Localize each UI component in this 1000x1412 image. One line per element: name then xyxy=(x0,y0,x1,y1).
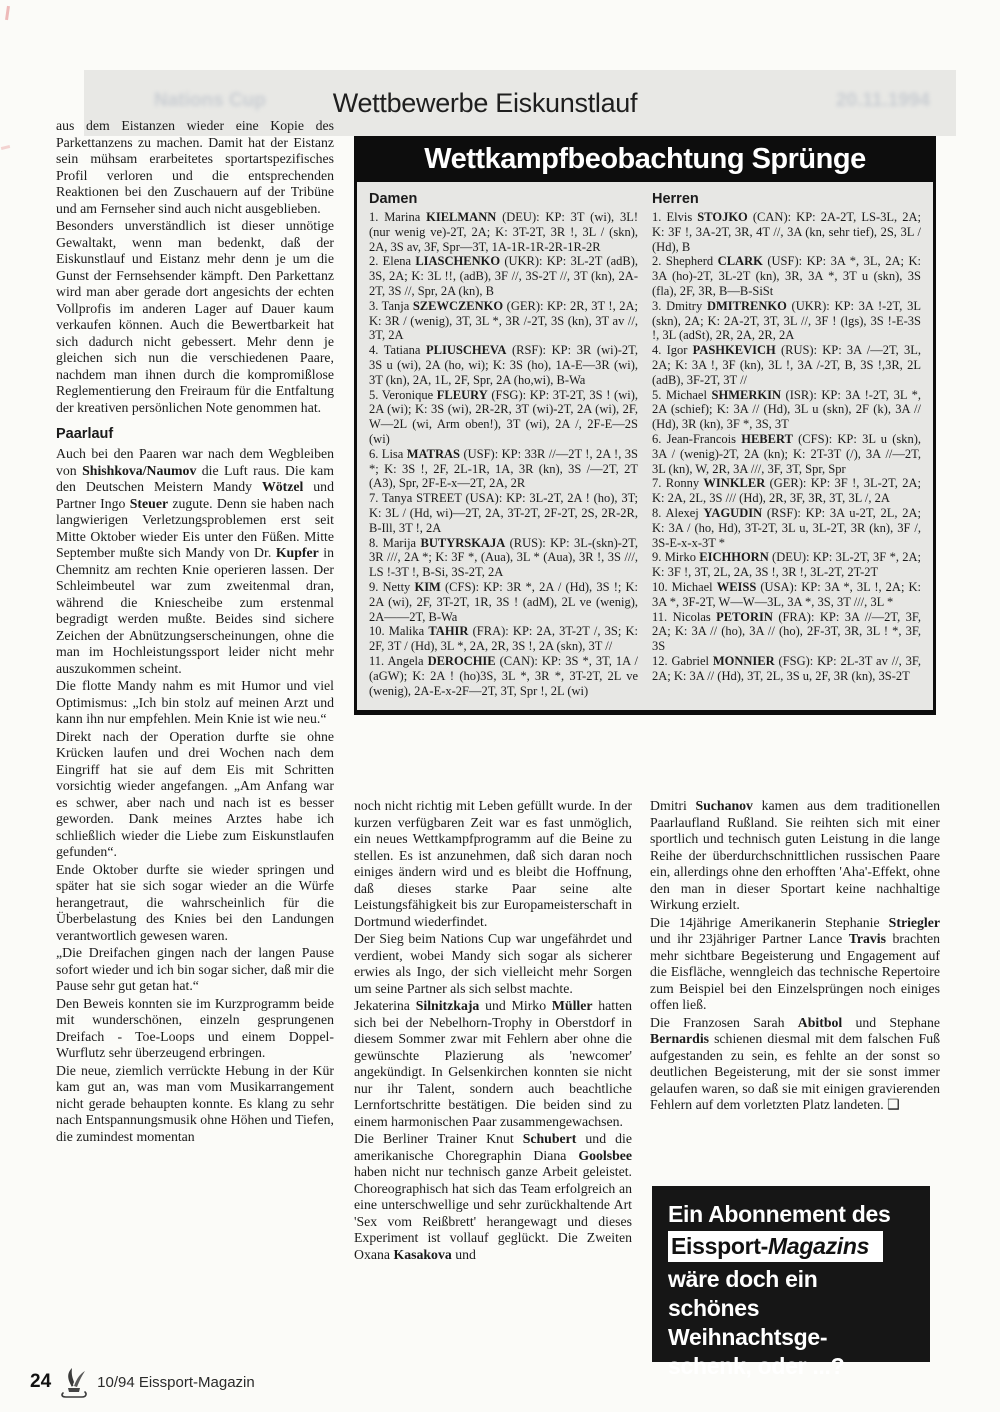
skater-entry: 2. Elena LIASCHENKO (UKR): KP: 3L-2T (adB), 3S, 2A; K: 3L !!, (adB), 3F //, 3S-2T //, 3T (kn), 2A-2T, 3S //, Spr, 2A (kn), B xyxy=(369,254,638,298)
herren-list xyxy=(652,210,921,684)
ad-line: wäre doch ein xyxy=(668,1266,818,1292)
skater-entry: 8. Marija BUTYRSKAJA (RUS): KP: 3L-(skn)-2T, 3R ///, 2A *; K: 3F *, (Aua), 3L * (Aua), 3R !, 3S ///, LS !-3T !, B-Si, 3S-2T, 2A xyxy=(369,535,638,580)
article-paragraph: Die flotte Mandy nahm es mit Humor und viel Optimismus: „Ich bin stolz auf meinen Arzt und kann ihn nur empfehlen. Mein Knie ist wie neu.“ xyxy=(56,678,334,726)
box-content xyxy=(354,182,936,715)
skater-entry: 5. Veronique FLEURY (FSG): KP: 3T-2T, 3S ! (wi), 2A (wi); K: 3S (wi), 2R-2R, 3T (wi)-2T, 2A (wi), 2F, W—2L (wi, Arm oben!), 3T (wi), 2A /, 2F-E—2S (wi) xyxy=(369,387,638,446)
herren-column xyxy=(652,189,921,698)
article-paragraph: Die Franzosen Sarah Abitbol und Stephane Bernardis schienen diesmal mit dem falschen Fuß aufgestanden zu sein, es fehlte an der sonst so deutlichen Begeisterung, mit der sie sonst immer gelaufen waren, so daß sie mit einigen gravierenden Fehlern auf dem vorletzten Platz landeten. ❑ xyxy=(650,1014,940,1112)
article-paragraph: Direkt nach der Operation durfte sie ohne Krücken laufen und drei Wochen nach dem Eingriff hat sie auf dem Eis mit Schritten vorsichtig wieder angefangen. „Am Anfang war es schwer, aber nach und nach ist es besser geworden. Dank meines Arztes habe ich schließlich wieder die Liebe zum Eiskunstlaufen gefunden“. xyxy=(56,728,334,859)
skater-entry: 4. Igor PASHKEVICH (RUS): KP: 3A /—2T, 3L, 2A; K: 3A !, 3F (kn), 3L !, 3A /-2T, B, 3S !,3R, 2L (adB), 3F-2T, 3T // xyxy=(652,343,921,387)
article-paragraph: Ende Oktober durfte sie wieder springen und später hat sie sich sogar wieder an die Würfe herangetraut, die wahrscheinlich für die Überbelastung des Knies bei den Landungen verantwortlich gewesen waren. xyxy=(56,861,334,943)
article-column-left xyxy=(56,118,334,1145)
damen-column xyxy=(369,189,638,698)
article-paragraph: Die 14jährige Amerikanerin Stephanie Striegler und ihr 23jähriger Partner Lance Travis brachten mehr sichtbare Begeisterung und Engagement auf die Eisfläche, wenngleich das technische Repertoire zum Beispiel bei den Einzelsprüngen noch einiges offen ließ. xyxy=(650,914,940,1012)
damen-list xyxy=(369,210,638,698)
subscription-ad xyxy=(652,1186,930,1379)
skater-entry: 7. Ronny WINKLER (GER): KP: 3F !, 3L-2T, 2A; K: 2A, 2L, 3S /// (Hd), 2R, 3F, 3R, 3T, 3L /, 2A xyxy=(652,476,921,506)
skater-entry: 5. Michael SHMERKIN (ISR): KP: 3A !-2T, 3L *, 2A (schief); K: 3A // (Hd), 3L u (skn), 2F (k), 3A // (Hd), 3R (kn), 3F *, 3S, 3T xyxy=(652,387,921,432)
skater-entry: 10. Michael WEISS (USA): KP: 3A *, 3L !, 2A; K: 3A *, 3F-2T, W—W—3L, 3A *, 3S, 3T ///, 3L * xyxy=(652,579,921,609)
article-paragraph: noch nicht richtig mit Leben gefüllt wurde. In der kurzen verfügbaren Zeit war es fast unmöglich, ein neues Wettkampfprogramm auf die Beine zu stellen. Es ist anzunehmen, daß sich daran noch einiges ändern wird und es bleibt die Hoffnung, daß dieses starke Paar seine alte Leistungsfähigkeit bis zur Europameisterschaft in Dortmund wiederfindet. xyxy=(354,798,632,929)
eissport-logo-icon xyxy=(59,1366,89,1398)
article-paragraph: Der Sieg beim Nations Cup war ungefährdet und verdient, wobei Mandy sich sogar als sicherer erwies als Ingo, der sich vielleicht mehr Sorgen um seine Partner als sich selbst machte. xyxy=(354,931,632,996)
skater-entry: 6. Lisa MATRAS (USF): KP: 33R //—2T !, 2A !, 3S *; K: 3S !, 2F, 2L-1R, 1A, 3R (kn), 3S /—2T, 2T (A3), Spr, 2F-E-x—2T, 2A, 2R xyxy=(369,446,638,491)
article-paragraph: Jekaterina Silnitzkaja und Mirko Müller hatten sich bei der Nebelhorn-Trophy in Oberstdorf in diesem Sommer zwar mit Fehlern aber ohne die gewünschte Plazierung als 'newcomer' angekündigt. In Gelsenkirchen konnten sie nicht nur ihr Talent, sondern auch beachtliche Lernfortschritte bestätigen. Die beiden sind zu einem harmonischen Paar zusammengewachsen. xyxy=(354,998,632,1129)
skater-entry: 4. Tatiana PLIUSCHEVA (RSF): KP: 3R (wi)-2T, 3S u (wi), 2A (ho, wi); K: 3S (ho), 1A-E—3R (wi), 3T (kn), 2A, 1L, 2F, Spr, 2A (ho,wi), B-Wa xyxy=(369,343,638,387)
section-title: Wettbewerbe Eiskunstlauf xyxy=(332,87,638,118)
damen-header: Damen xyxy=(369,191,418,207)
article-paragraph: Besonders unverständlich ist dieser unnötige Gewaltakt, wenn man bedenkt, daß der Eiskunstlauf und Eistanz mehr denn je um die Gunst der Fernsehsender kämpft. Den Parkettanz wird man aber gerade dort angesichts der echten Vollprofis im anderen Lager auf Dauer kaum verkaufen können. Auch die Bewertbarkeit hat sich dadurch nicht gebessert. Mehr denn je gleichen sich nun die verschiedenen Paare, nachdem man ihnen durch die kompromißlose Reglementierung den Freiraum für die Entfaltung der kreativen persönlichen Note genommen hat. xyxy=(56,218,334,415)
article-paragraph: Dmitri Suchanov kamen aus dem traditionellen Paarlaufland Rußland. Sie reihten sich mit einer sportlich und technisch guten Leistung in die lange Reihe der überdurchschnittlichen russischen Paare ein, allerdings ohne den erhofften 'Aha'-Effekt, ohne den man in dieser Sportart keine nachhaltige Wirkung erzielt. xyxy=(650,798,940,912)
herren-header: Herren xyxy=(652,191,699,207)
ad-line: schenk, oder ...? xyxy=(668,1353,845,1379)
ad-line: schönes xyxy=(668,1295,760,1321)
article-paragraph: „Die Dreifachen gingen nach der langen Pause sofort wieder und ich bin sogar sicher, daß mir die Pause sehr gut getan hat.“ xyxy=(56,945,334,993)
article-paragraph: Auch bei den Paaren war nach dem Wegbleiben von Shishkova/Naumov die Luft raus. Die kam den Deutschen Meistern Mandy Wötzel und Partner Ingo Steuer zugute. Denn sie haben nach langwierigen Verletzungsproblemen erst seit Mitte Oktober wieder Eis unter den Füßen. Mitte September mußte sich Mandy von Dr. Kupfer in Chemnitz am rechten Knie operieren lassen. Der Schleimbeutel war zum zweitenmal dran, während die Kniescheibe zum erstenmal begradigt werden mußte. Beides sind sichere Zeichen der Abnützungserscheinungen, ohne die man im Hochleistungssport leider nicht mehr auszukommen scheint. xyxy=(56,446,335,676)
skater-entry: 8. Alexej YAGUDIN (RSF): KP: 3A u-2T, 2L, 2A; K: 3A / (ho, Hd), 3T-2T, 3L u, 3L-2T, 3R (kn), 3F /, 3S-E-x-x-3T * xyxy=(652,505,921,550)
print-mark xyxy=(1,145,10,150)
skater-entry: 3. Dmitry DMITRENKO (UKR): KP: 3A !-2T, 3L (skn), 2A; K: 2A-2T, 3T, 3L //, 3F ! (lgs), 3S !-E-3S !, 3L (adSt), 2R, 2A, 2R, 2A xyxy=(652,298,922,343)
skater-entry: 2. Shepherd CLARK (USF): KP: 3A *, 3L, 2A; K: 3A (ho)-2T, 3L-2T (kn), 3R, 3A *, 3T u (skn), 3S (fla), 2F, 3R, B—B-SiSt xyxy=(652,254,921,298)
skater-entry: 11. Angela DEROCHIE (CAN): KP: 3S *, 3T, 1A / (aGW); K: 2A ! (ho)3S, 3L *, 3R *, 3T-2T, 2L ve (wenig), 2A-E-x-2F—2T, 3T, Spr !, 2L (wi) xyxy=(369,653,638,698)
skater-entry: 6. Jean-Francois HEBERT (CFS): KP: 3L u (skn), 3A / (wenig)-2T, 2A (kn); K: 2T-3T (/), 3A //—2T, 3L (kn), W, 2R, 3A ///, 3F, 3T, Spr, Spr xyxy=(652,431,922,476)
skater-entry: 12. Gabriel MONNIER (FSG): KP: 2L-3T av //, 3F, 2A; K: 3A // (Hd), 3T, 2L, 3S u, 2F, 3R (kn), 3S-2T xyxy=(652,653,921,683)
box-title: Wettkampfbeobachtung Sprünge xyxy=(354,136,936,182)
article-paragraph: aus dem Eistanzen wieder eine Kopie des Parkettanzens zu machen. Damit hat der Eistanz sein mühsam erarbeitetes sportartspezifisches Profil verloren und die entsprechenden Reaktionen bei den Zuschauern auf der Tribüne und am Fernseher sind auch nicht ausgeblieben. xyxy=(56,118,334,216)
ghost-text-left: Nations Cup xyxy=(154,90,266,111)
skater-entry: 9. Mirko EICHHORN (DEU): KP: 3L-2T, 3F *, 2A; K: 3F !, 3T, 2L, 2A, 3S !, 3R !, 3L-2T, 2T-2T xyxy=(652,550,922,580)
skater-entry: 7. Tanya STREET (USA): KP: 3L-2T, 2A ! (ho), 3T; K: 3L / (Hd, wi)—2T, 2A, 3T-2T, 2F-2T, 2S, 2R-2R, B-Ill, 3T !, 2A xyxy=(369,491,638,535)
page-number: 24 xyxy=(30,1371,52,1392)
article-column-middle xyxy=(354,798,632,1263)
ad-line: Ein Abonnement des xyxy=(668,1201,891,1227)
article-paragraph: Paarlauf xyxy=(56,426,114,442)
issue-label: 10/94 Eissport-Magazin xyxy=(97,1373,255,1391)
skater-entry: 1. Elvis STOJKO (CAN): KP: 2A-2T, LS-3L, 2A; K: 3F !, 3A-2T, 3R, 4T //, 3A (kn, sehr tief), 2S, 3L / (Hd), B xyxy=(652,210,921,254)
article-paragraph: Den Beweis konnten sie im Kurzprogramm beide mit wunderschönen, einzeln gesprungenen Dreifach - Toe-Loops und einem Doppel-Wurflutz sehr überzeugend erbringen. xyxy=(56,995,334,1060)
article-column-right xyxy=(650,798,940,1114)
ad-line: Eissport-Magazins xyxy=(668,1231,883,1262)
skater-entry: 9. Netty KIM (CFS): KP: 3R *, 2A / (Hd), 3S !; K: 2A (wi), 2F, 3T-2T, 1R, 3S ! (adM), 2L ve (wenig), 2A——2T, B-Wa xyxy=(369,579,638,624)
skater-entry: 1. Marina KIELMANN (DEU): KP: 3T (wi), 3L! (nur wenig ve)-2T, 2A; K: 3T-2T, 3R !, 3L / (skn), 2A, 3S av, 3F, Spr—3T, 1A-1R-1R-2R-1R-2R xyxy=(369,210,638,254)
ghost-text-right: 20.11.1994 xyxy=(835,90,930,111)
article-paragraph: Die Berliner Trainer Knut Schubert und die amerikanische Choregraphin Diana Goolsbee haben nicht nur technisch ganze Arbeit geleistet. Choreographisch hat sich das Team erfolgreich an eine unterschwellige und sehr zurückhaltende Art 'Sex vom Reißbrett' herangewagt und dieses Experiment ist vollauf geglückt. Die Zweiten Oxana Kasakova und xyxy=(354,1131,632,1262)
print-mark xyxy=(5,6,10,20)
skater-entry: 11. Nicolas PETORIN (FRA): KP: 3A //—2T, 3F, 2A; K: 3A // (ho), 3A // (ho), 2F-3T, 3R, 3L ! *, 3F, 3S xyxy=(652,609,921,654)
skater-entry: 3. Tanja SZEWCZENKO (GER): KP: 2R, 3T !, 2A; K: 3R / (wenig), 3T, 3L *, 3R /-2T, 3S (kn), 3T av //, 3T, 2A xyxy=(369,298,638,343)
jump-observation-box xyxy=(354,136,936,715)
page-footer xyxy=(30,1366,255,1398)
article-paragraph: Die neue, ziemlich verrückte Hebung in der Kür kam gut an, was man vom Musikarrangement nicht gerade behaupten konnte. Es klang zu sehr nach Entspannungsmusik ohne Höhen und Tiefen, die zumindest momentan xyxy=(56,1062,334,1144)
skater-entry: 10. Malika TAHIR (FRA): KP: 2A, 3T-2T /, 3S; K: 2F, 3T / (Hd), 3L *, 2A, 2R, 3S !, 2A (skn), 3T // xyxy=(369,624,638,654)
ad-line: Weihnachtsge- xyxy=(668,1324,828,1350)
